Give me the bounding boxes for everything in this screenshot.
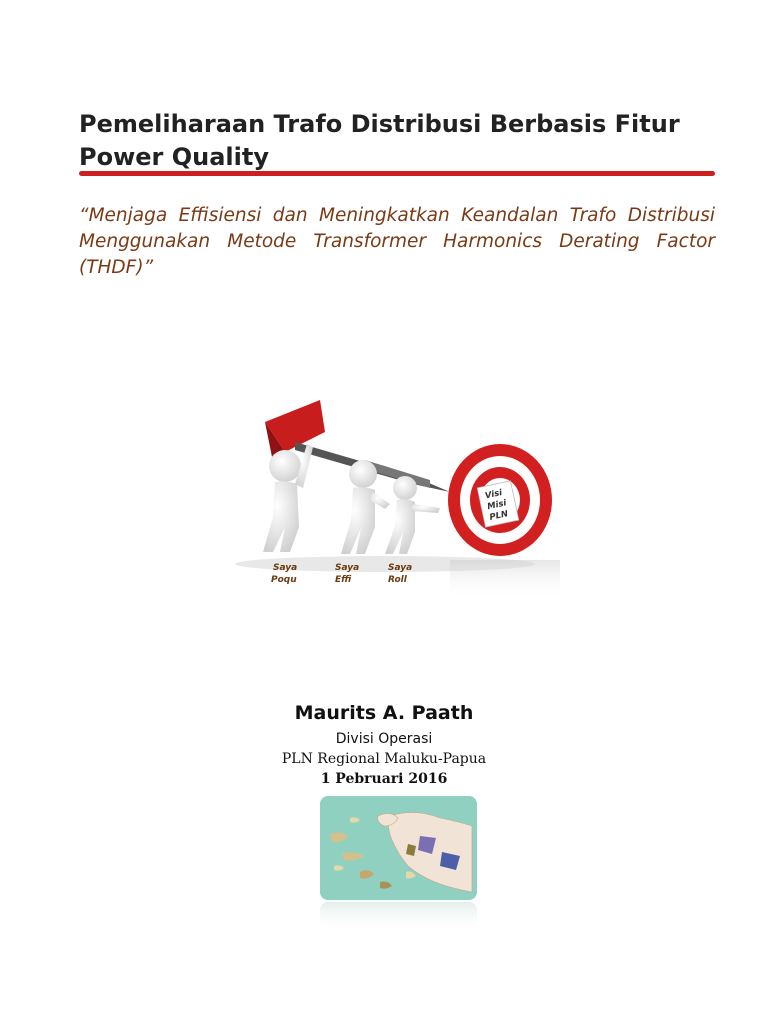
target-line-1: Visi [484,488,504,502]
author-name: Maurits A. Paath [294,702,474,724]
figure-1-label-line1: Saya [273,563,298,573]
title-divider [79,171,715,176]
figure-1-icon [263,444,313,552]
author-division: Divisi Operasi [335,731,433,747]
figure-1-label-line2: Poqu [271,575,297,585]
document-date: 1 Pebruari 2016 [320,771,448,787]
target-line-3: PLN [488,509,510,523]
author-region: PLN Regional Maluku-Papua [281,751,487,767]
figure-3-label-line2: Roll [388,575,407,585]
target-line-2: Misi [486,498,508,513]
figure-2-label-line2: Effi [335,575,352,585]
figure-2-label-line1: Saya [335,563,360,573]
document-subtitle: “Menjaga Effisiensi dan Meningkatkan Keandalan Trafo Distribusi Menggunakan Metode Transformer Harmonics Derating Factor (THDF)” [79,205,715,278]
document-title: Pemeliharaan Trafo Distribusi Berbasis Fitur Power Quality [79,110,680,171]
dart-target-illustration [225,392,570,604]
figure-3-label-line1: Saya [388,563,413,573]
map-maluku-papua-icon [320,796,477,932]
